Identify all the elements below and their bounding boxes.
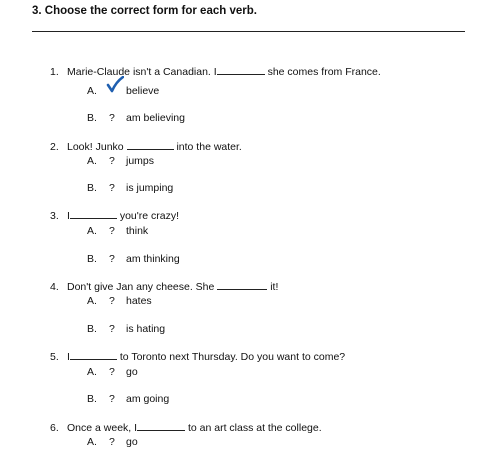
option-letter: B. [87, 323, 97, 335]
question-number: 2. [50, 141, 59, 153]
option-5b[interactable] [87, 393, 169, 405]
option-mark: ? [109, 182, 115, 194]
answer-blank[interactable] [137, 421, 185, 431]
question-number: 3. [50, 210, 59, 222]
question-text-after: to Toronto next Thursday. Do you want to come? [116, 351, 346, 363]
question-4 [50, 280, 278, 293]
question-1 [50, 65, 381, 78]
answer-blank[interactable] [217, 280, 267, 290]
option-5a[interactable] [87, 366, 138, 378]
question-2 [50, 140, 242, 153]
option-mark: ? [109, 225, 115, 237]
question-text-after: you're crazy! [116, 210, 180, 222]
question-number: 1. [50, 66, 59, 78]
option-2b[interactable] [87, 182, 173, 194]
option-mark: ? [109, 112, 115, 124]
option-text: jumps [126, 155, 155, 167]
question-5 [50, 350, 345, 363]
question-text-before: I [67, 351, 70, 363]
question-number: 6. [50, 422, 59, 434]
option-mark: ? [109, 393, 115, 405]
question-text-before: Marie-Claude isn't a Canadian. I [67, 66, 217, 78]
option-mark: ? [109, 155, 115, 167]
question-6 [50, 421, 322, 434]
option-mark: ? [109, 366, 115, 378]
option-4a[interactable] [87, 295, 152, 307]
question-text-before: Once a week, I [67, 422, 138, 434]
option-text: go [126, 366, 138, 378]
option-letter: B. [87, 253, 97, 265]
option-letter: A. [87, 85, 97, 97]
option-text: am believing [126, 112, 185, 124]
checkmark-icon [106, 76, 124, 94]
answer-blank[interactable] [70, 350, 117, 360]
option-letter: B. [87, 112, 97, 124]
option-text: is jumping [126, 182, 174, 194]
question-number: 4. [50, 281, 59, 293]
option-letter: A. [87, 295, 97, 307]
option-mark: ? [109, 323, 115, 335]
option-letter: A. [87, 366, 97, 378]
question-text-after: into the water. [173, 141, 242, 153]
answer-blank[interactable] [127, 140, 174, 150]
option-mark: ? [109, 295, 115, 307]
option-text: am going [126, 393, 170, 405]
question-text-after: it! [267, 281, 279, 293]
exercise-heading: 3. Choose the correct form for each verb. [32, 5, 257, 17]
answer-blank[interactable] [70, 209, 117, 219]
option-letter: A. [87, 155, 97, 167]
option-4b[interactable] [87, 323, 165, 335]
question-text-before: Look! Junko [67, 141, 127, 153]
option-text: am thinking [126, 253, 180, 265]
answer-blank[interactable] [217, 65, 265, 75]
option-letter: B. [87, 393, 97, 405]
question-text-before: Don't give Jan any cheese. She [67, 281, 218, 293]
option-mark: ? [109, 436, 115, 448]
option-letter: A. [87, 225, 97, 237]
option-2a[interactable] [87, 155, 154, 167]
question-3 [50, 209, 179, 222]
option-letter: A. [87, 436, 97, 448]
question-text-after: to an art class at the college. [185, 422, 322, 434]
option-text: is hating [126, 323, 166, 335]
option-letter: B. [87, 182, 97, 194]
question-text-after: she comes from France. [264, 66, 381, 78]
question-text-before: I [67, 210, 70, 222]
question-number: 5. [50, 351, 59, 363]
option-text: go [126, 436, 138, 448]
option-mark: ? [109, 253, 115, 265]
option-text: think [126, 225, 149, 237]
option-6a[interactable] [87, 436, 138, 448]
option-3a[interactable] [87, 225, 148, 237]
option-1b[interactable] [87, 112, 185, 124]
option-text: hates [126, 295, 152, 307]
option-text: believe [126, 85, 160, 97]
divider [32, 31, 465, 32]
option-3b[interactable] [87, 253, 180, 265]
